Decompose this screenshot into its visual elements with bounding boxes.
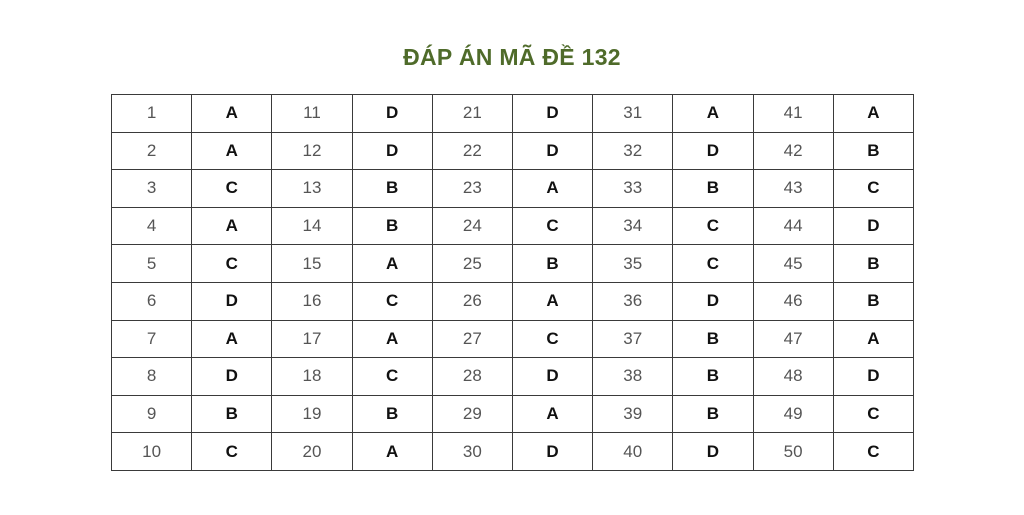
answer-cell: B	[673, 395, 753, 433]
answer-cell: B	[833, 282, 913, 320]
answer-cell: D	[192, 358, 272, 396]
question-number-cell: 28	[432, 358, 512, 396]
table-row	[112, 433, 914, 471]
question-number-cell: 8	[112, 358, 192, 396]
question-number-cell: 44	[753, 207, 833, 245]
table-row	[112, 207, 914, 245]
question-number-cell: 20	[272, 433, 352, 471]
question-number-cell: 7	[112, 320, 192, 358]
answer-cell: A	[512, 395, 592, 433]
answer-cell: B	[673, 358, 753, 396]
question-number-cell: 19	[272, 395, 352, 433]
answer-cell: C	[833, 433, 913, 471]
question-number-cell: 14	[272, 207, 352, 245]
question-number-cell: 32	[593, 132, 673, 170]
question-number-cell: 16	[272, 282, 352, 320]
answer-cell: C	[512, 207, 592, 245]
question-number-cell: 22	[432, 132, 512, 170]
answer-cell: D	[352, 95, 432, 133]
answer-cell: D	[833, 207, 913, 245]
question-number-cell: 5	[112, 245, 192, 283]
question-number-cell: 9	[112, 395, 192, 433]
question-number-cell: 45	[753, 245, 833, 283]
question-number-cell: 11	[272, 95, 352, 133]
answer-cell: C	[352, 282, 432, 320]
table-row	[112, 358, 914, 396]
table-row	[112, 132, 914, 170]
question-number-cell: 36	[593, 282, 673, 320]
answer-cell: A	[833, 320, 913, 358]
answer-cell: D	[352, 132, 432, 170]
answer-cell: D	[673, 132, 753, 170]
answer-cell: C	[833, 170, 913, 208]
question-number-cell: 23	[432, 170, 512, 208]
question-number-cell: 25	[432, 245, 512, 283]
answer-cell: A	[192, 132, 272, 170]
answer-cell: D	[192, 282, 272, 320]
question-number-cell: 38	[593, 358, 673, 396]
answer-cell: B	[833, 245, 913, 283]
answer-cell: A	[192, 207, 272, 245]
answer-cell: A	[673, 95, 753, 133]
question-number-cell: 34	[593, 207, 673, 245]
answer-cell: B	[673, 170, 753, 208]
answer-cell: C	[192, 433, 272, 471]
question-number-cell: 46	[753, 282, 833, 320]
answer-cell: D	[512, 95, 592, 133]
question-number-cell: 48	[753, 358, 833, 396]
page-title: ĐÁP ÁN MÃ ĐỀ 132	[403, 44, 621, 70]
question-number-cell: 39	[593, 395, 673, 433]
table-row	[112, 245, 914, 283]
answer-cell: A	[192, 320, 272, 358]
answer-cell: B	[512, 245, 592, 283]
answer-key-table	[111, 94, 914, 471]
answer-key-body	[112, 95, 914, 471]
answer-cell: B	[352, 207, 432, 245]
question-number-cell: 1	[112, 95, 192, 133]
question-number-cell: 31	[593, 95, 673, 133]
answer-cell: D	[512, 132, 592, 170]
answer-cell: A	[352, 320, 432, 358]
answer-cell: D	[512, 358, 592, 396]
question-number-cell: 18	[272, 358, 352, 396]
answer-cell: C	[192, 245, 272, 283]
answer-cell: A	[512, 170, 592, 208]
question-number-cell: 27	[432, 320, 512, 358]
answer-cell: B	[673, 320, 753, 358]
answer-cell: C	[673, 245, 753, 283]
answer-cell: B	[192, 395, 272, 433]
question-number-cell: 2	[112, 132, 192, 170]
answer-cell: B	[833, 132, 913, 170]
answer-cell: C	[512, 320, 592, 358]
question-number-cell: 30	[432, 433, 512, 471]
answer-cell: D	[673, 433, 753, 471]
answer-cell: C	[192, 170, 272, 208]
answer-cell: C	[673, 207, 753, 245]
question-number-cell: 26	[432, 282, 512, 320]
table-row	[112, 95, 914, 133]
answer-cell: C	[352, 358, 432, 396]
answer-cell: A	[192, 95, 272, 133]
answer-cell: A	[833, 95, 913, 133]
question-number-cell: 10	[112, 433, 192, 471]
answer-cell: B	[352, 170, 432, 208]
answer-cell: C	[833, 395, 913, 433]
question-number-cell: 12	[272, 132, 352, 170]
answer-cell: A	[512, 282, 592, 320]
table-row	[112, 395, 914, 433]
answer-cell: A	[352, 433, 432, 471]
answer-cell: A	[352, 245, 432, 283]
question-number-cell: 21	[432, 95, 512, 133]
answer-cell: B	[352, 395, 432, 433]
question-number-cell: 29	[432, 395, 512, 433]
answer-cell: D	[512, 433, 592, 471]
question-number-cell: 50	[753, 433, 833, 471]
question-number-cell: 24	[432, 207, 512, 245]
question-number-cell: 15	[272, 245, 352, 283]
answer-cell: D	[833, 358, 913, 396]
question-number-cell: 42	[753, 132, 833, 170]
table-row	[112, 282, 914, 320]
question-number-cell: 33	[593, 170, 673, 208]
question-number-cell: 13	[272, 170, 352, 208]
table-row	[112, 320, 914, 358]
answer-cell: D	[673, 282, 753, 320]
question-number-cell: 41	[753, 95, 833, 133]
question-number-cell: 43	[753, 170, 833, 208]
question-number-cell: 3	[112, 170, 192, 208]
question-number-cell: 4	[112, 207, 192, 245]
question-number-cell: 17	[272, 320, 352, 358]
question-number-cell: 37	[593, 320, 673, 358]
question-number-cell: 40	[593, 433, 673, 471]
question-number-cell: 6	[112, 282, 192, 320]
table-row	[112, 170, 914, 208]
question-number-cell: 47	[753, 320, 833, 358]
question-number-cell: 35	[593, 245, 673, 283]
question-number-cell: 49	[753, 395, 833, 433]
